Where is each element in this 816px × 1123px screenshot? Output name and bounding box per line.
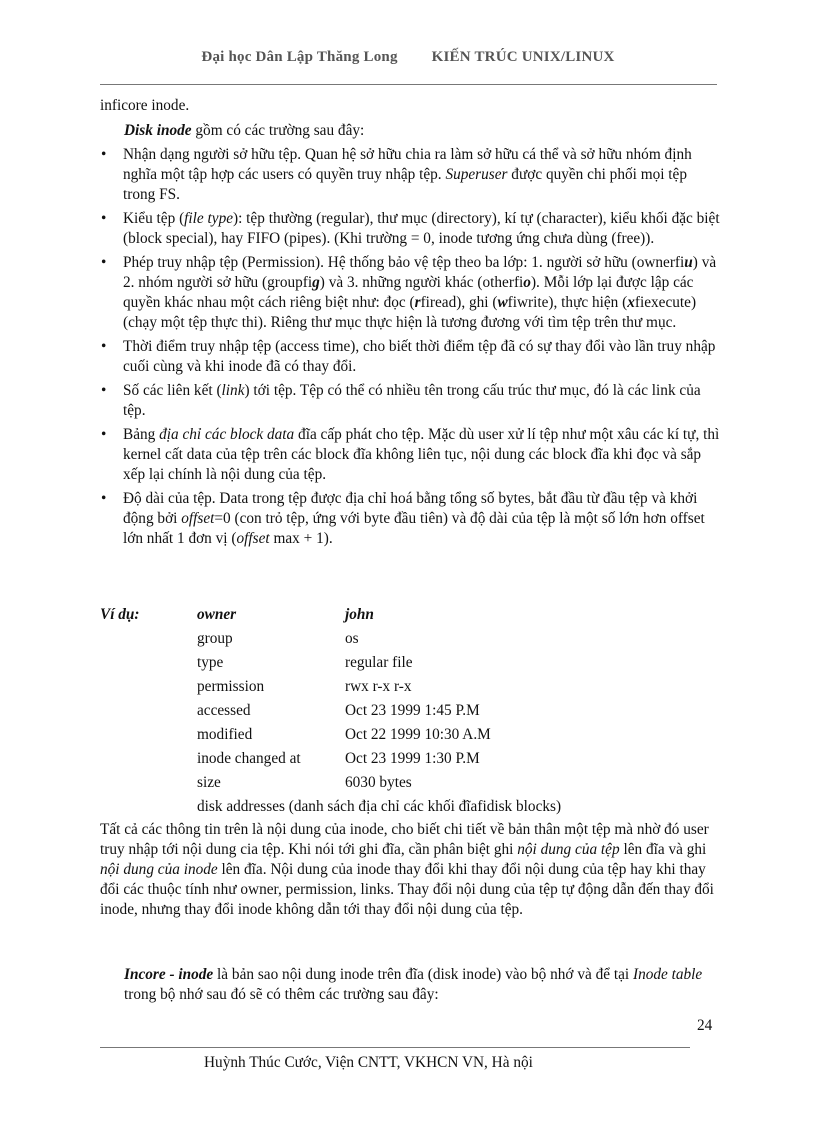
header-institution: Đại học Dân Lập Thăng Long <box>201 49 398 65</box>
example-key: type <box>197 654 224 671</box>
list-item: • Nhận dạng người sở hữu tệp. Quan hệ sở hữu chia ra làm sở hữu cá thể và sở hữu nhóm định nghĩa một tập hợp các users có quyền truy nhập tệp. Superuser được quyền chi phối mọi tệp trong FS. <box>101 146 692 203</box>
example-value: Oct 22 1999 10:30 A.M <box>345 726 491 743</box>
list-item: • Thời điểm truy nhập tệp (access time), cho biết thời điểm tệp đã có sự thay đổi vào lần truy nhập cuối cùng và khi inode đã có thay đổi. <box>101 338 716 375</box>
incore-inode-paragraph: Incore - inode là bản sao nội dung inode trên đĩa (disk inode) vào bộ nhớ và để tại Inode table trong bộ nhớ sau đó sẽ có thêm các trường sau đây: <box>124 966 703 1003</box>
bullet-icon: • <box>101 338 107 355</box>
example-value: Oct 23 1999 1:30 P.M <box>345 750 480 767</box>
header-rule <box>100 84 717 85</box>
list-item: • Phép truy nhập tệp (Permission). Hệ thống bảo vệ tệp theo ba lớp: 1. người sở hữu (ownerfiu) và 2. nhóm người sở hữu (groupfig) và 3. những người khác (otherfio). Mỗi lớp lại được lập các quyền khác nhau một cách riêng biệt như: đọc (rfiread), ghi (wfiwrite), thực hiện (xfiexecute) (chạy một tệp thực thi). Riêng thư mục thực hiện là tương đương với tìm tệp trên thư mục. <box>101 254 717 331</box>
example-value: Oct 23 1999 1:45 P.M <box>345 702 480 719</box>
page-footer: Huỳnh Thúc Cước, Viện CNTT, VKHCN VN, Hà nội <box>204 1054 533 1071</box>
example-value: os <box>345 630 359 647</box>
page-header <box>0 49 816 66</box>
disk-inode-fields-list <box>100 145 720 553</box>
example-key: modified <box>197 726 253 743</box>
example-disk-addresses: disk addresses (danh sách địa chỉ các khối đĩafidisk blocks) <box>197 798 562 815</box>
bullet-icon: • <box>101 382 107 399</box>
list-item: • Số các liên kết (link) tới tệp. Tệp có thể có nhiều tên trong cấu trúc thư mục, đó là các link của tệp. <box>101 382 701 419</box>
example-value: 6030 bytes <box>345 774 412 791</box>
example-key-owner: owner <box>197 606 237 623</box>
footer-rule <box>100 1047 690 1048</box>
list-item: • Độ dài của tệp. Data trong tệp được địa chỉ hoá bằng tổng số bytes, bắt đầu từ đầu tệp và khởi động bởi offset=0 (con trỏ tệp, ứng với byte đầu tiên) và độ dài của tệp là một số lớn hơn offset lớn nhất 1 đơn vị (offset max + 1). <box>101 490 705 547</box>
example-value-owner: john <box>345 606 374 623</box>
bullet-icon: • <box>101 490 107 507</box>
summary-paragraph: Tất cả các thông tin trên là nội dung của inode, cho biết chi tiết về bản thân một tệp mà nhờ đó user truy nhập tới nội dung cia tệp. Khi nói tới ghi đĩa, cần phân biệt ghi nội dung của tệp lên đĩa và ghi nội dung của inode lên đĩa. Nội dung của inode thay đổi khi thay đổi nội dung của tệp hay khi thay đổi các thuộc tính như owner, permission, links. Thay đổi nội dung của tệp tự động dẫn đến thay đổi inode, nhưng thay đổi inode không dẫn tới thay đổi nội dung của tệp. <box>100 821 714 918</box>
example-key: size <box>197 774 221 791</box>
bullet-icon: • <box>101 426 107 443</box>
bullet-icon: • <box>101 254 107 271</box>
example-value: rwx r-x r-x <box>345 678 412 695</box>
example-key: group <box>197 630 233 647</box>
disk-inode-heading: Disk inode gồm có các trường sau đây: <box>124 122 365 139</box>
bullet-icon: • <box>101 146 107 163</box>
intro-line: inficore inode. <box>100 97 190 114</box>
example-key: permission <box>197 678 265 695</box>
list-item: • Bảng địa chỉ các block data đĩa cấp phát cho tệp. Mặc dù user xử lí tệp như một xâu các kí tự, thì kernel cất data của tệp trên các block đĩa không liên tục, nội dung các block đĩa khi đọc và sắp xếp lại chính là nội dung của tệp. <box>101 426 720 483</box>
example-key: accessed <box>197 702 251 719</box>
example-label: Ví dụ: <box>100 606 140 623</box>
list-item: • Kiểu tệp (file type): tệp thường (regular), thư mục (directory), kí tự (character), kiểu khối đặc biệt (block special), hay FIFO (pipes). (Khi trường = 0, inode tương ứng chưa dùng (free)). <box>101 210 720 247</box>
example-value: regular file <box>345 654 413 671</box>
example-key: inode changed at <box>197 750 301 767</box>
bullet-icon: • <box>101 210 107 227</box>
page-number: 24 <box>697 1017 713 1034</box>
incore-inode-term: Incore - inode <box>124 966 214 983</box>
disk-inode-term: Disk inode <box>124 122 192 139</box>
header-course: KIẾN TRÚC UNIX/LINUX <box>431 49 615 65</box>
